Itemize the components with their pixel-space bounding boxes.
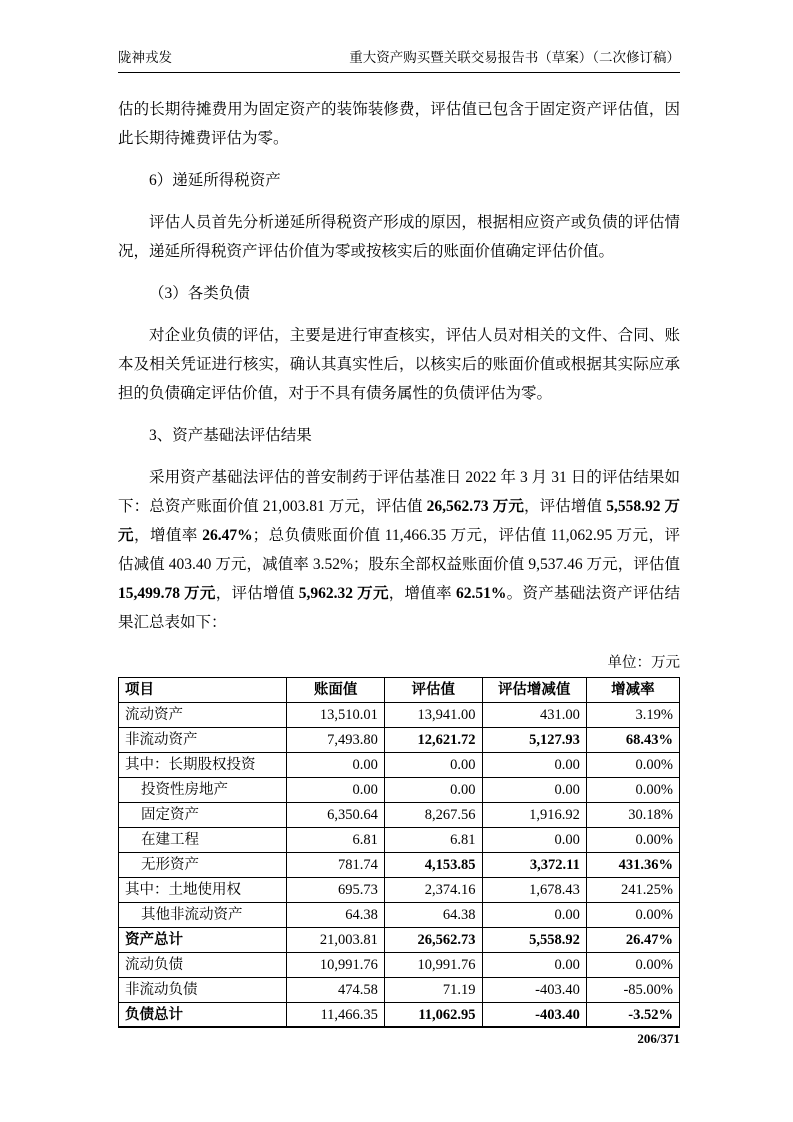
- text-segment: 5,962.32 万元: [298, 585, 389, 602]
- value-cell: 64.38: [287, 903, 385, 928]
- text-segment: 。资产基础法资产评估结果汇总表如下：: [118, 585, 680, 631]
- item-cell: 非流动负债: [119, 978, 287, 1003]
- value-cell: 431.36%: [586, 853, 679, 878]
- value-cell: 10,991.76: [384, 953, 482, 978]
- value-cell: 4,153.85: [384, 853, 482, 878]
- paragraph-liabilities: 对企业负债的评估，主要是进行审查核实，评估人员对相关的文件、合同、账本及相关凭证进行核实，确认其真实性后，以核实后的账面价值或根据其实际应承担的负债确定评估价值，对于不具有债务属性的负债评估为零。: [118, 327, 680, 402]
- value-cell: 1,916.92: [482, 803, 586, 828]
- value-cell: 5,558.92: [482, 928, 586, 953]
- text-segment: 5,558.92 万元: [118, 498, 680, 544]
- value-cell: 12,621.72: [384, 728, 482, 753]
- table-row: [119, 778, 680, 803]
- item-cell: 负债总计: [119, 1003, 287, 1028]
- value-cell: 0.00: [287, 778, 385, 803]
- value-cell: 0.00%: [586, 903, 679, 928]
- value-cell: 0.00%: [586, 953, 679, 978]
- value-cell: 241.25%: [586, 878, 679, 903]
- value-cell: 26.47%: [586, 928, 679, 953]
- header-company-name: 陇神戎发: [118, 50, 172, 65]
- value-cell: -403.40: [482, 978, 586, 1003]
- value-cell: -403.40: [482, 1003, 586, 1028]
- table-row: [119, 928, 680, 953]
- table-row: [119, 878, 680, 903]
- table-row: [119, 728, 680, 753]
- value-cell: 0.00: [384, 753, 482, 778]
- header-cell-appraised-value: 评估值: [384, 678, 482, 703]
- value-cell: 0.00%: [586, 828, 679, 853]
- value-cell: -3.52%: [586, 1003, 679, 1028]
- value-cell: 71.19: [384, 978, 482, 1003]
- header-document-title: 重大资产购买暨关联交易报告书（草案）（二次修订稿）: [349, 50, 680, 65]
- table-unit-label: 单位：万元: [607, 655, 680, 671]
- value-cell: 5,127.93: [482, 728, 586, 753]
- item-cell: 其中：土地使用权: [119, 878, 287, 903]
- valuation-summary-table: [118, 677, 680, 1028]
- text-segment: 采用资产基础法评估的普安制药于评估基准日 2022 年 3 月 31 日的评估结果如下：总资产账面价值 21,003.81 万元，评估值: [118, 469, 680, 515]
- item-cell: 非流动资产: [119, 728, 287, 753]
- table-row: [119, 953, 680, 978]
- text-segment: 26,562.73 万元: [426, 498, 524, 515]
- value-cell: 8,267.56: [384, 803, 482, 828]
- value-cell: 68.43%: [586, 728, 679, 753]
- heading-deferred-tax-assets: 6）递延所得税资产: [149, 172, 281, 189]
- value-cell: 10,991.76: [287, 953, 385, 978]
- value-cell: 6,350.64: [287, 803, 385, 828]
- item-cell: 在建工程: [119, 828, 287, 853]
- text-segment: ；总负债账面价值 11,466.35 万元，评估值 11,062.95 万元，评估减值 403.40 万元，减值率 3.52%；股东全部权益账面价值 9,537.46 万元，评估值: [118, 527, 680, 573]
- paragraph-valuation-result: [118, 463, 680, 637]
- page-number: 206/371: [637, 1031, 680, 1046]
- item-cell: 其他非流动资产: [119, 903, 287, 928]
- value-cell: 781.74: [287, 853, 385, 878]
- text-segment: ，增值率: [388, 585, 457, 602]
- value-cell: 6.81: [384, 828, 482, 853]
- value-cell: 0.00%: [586, 778, 679, 803]
- table-header-row: [119, 678, 680, 703]
- table-body: [119, 703, 680, 1028]
- heading-liabilities: （3）各类负债: [149, 285, 250, 302]
- text-segment: ，增值率: [133, 527, 203, 544]
- value-cell: 0.00: [482, 828, 586, 853]
- paragraph-deferred-tax: 评估人员首先分析递延所得税资产形成的原因，根据相应资产或负债的评估情况，递延所得税资产评估价值为零或按核实后的账面价值确定评估价值。: [118, 214, 680, 260]
- value-cell: 6.81: [287, 828, 385, 853]
- value-cell: 7,493.80: [287, 728, 385, 753]
- value-cell: 0.00: [384, 778, 482, 803]
- header-cell-change-amount: 评估增减值: [482, 678, 586, 703]
- table-row: [119, 753, 680, 778]
- value-cell: 0.00%: [586, 753, 679, 778]
- header-cell-book-value: 账面值: [287, 678, 385, 703]
- value-cell: 0.00: [287, 753, 385, 778]
- text-segment: 15,499.78 万元: [118, 585, 216, 602]
- value-cell: 30.18%: [586, 803, 679, 828]
- table-row: [119, 853, 680, 878]
- header-cell-change-rate: 增减率: [586, 678, 679, 703]
- value-cell: 64.38: [384, 903, 482, 928]
- value-cell: 21,003.81: [287, 928, 385, 953]
- table-row: [119, 903, 680, 928]
- item-cell: 无形资产: [119, 853, 287, 878]
- item-cell: 固定资产: [119, 803, 287, 828]
- item-cell: 投资性房地产: [119, 778, 287, 803]
- value-cell: 0.00: [482, 753, 586, 778]
- page-header: [118, 46, 680, 73]
- value-cell: 431.00: [482, 703, 586, 728]
- value-cell: 2,374.16: [384, 878, 482, 903]
- value-cell: 26,562.73: [384, 928, 482, 953]
- item-cell: 资产总计: [119, 928, 287, 953]
- value-cell: -85.00%: [586, 978, 679, 1003]
- text-segment: 26.47%: [202, 527, 253, 544]
- value-cell: 11,062.95: [384, 1003, 482, 1028]
- text-segment: 62.51%: [456, 585, 507, 602]
- table-row: [119, 1003, 680, 1028]
- value-cell: 695.73: [287, 878, 385, 903]
- heading-asset-based-result: 3、资产基础法评估结果: [149, 427, 312, 444]
- value-cell: 3,372.11: [482, 853, 586, 878]
- value-cell: 0.00: [482, 953, 586, 978]
- item-cell: 其中：长期股权投资: [119, 753, 287, 778]
- item-cell: 流动负债: [119, 953, 287, 978]
- table-row: [119, 978, 680, 1003]
- header-cell-item: 项目: [119, 678, 287, 703]
- value-cell: 13,510.01: [287, 703, 385, 728]
- paragraph-continuation: 估的长期待摊费用为固定资产的装饰装修费，评估值已包含于固定资产评估值，因此长期待摊费评估为零。: [118, 101, 680, 147]
- value-cell: 0.00: [482, 903, 586, 928]
- page-footer: [118, 1026, 680, 1047]
- value-cell: 3.19%: [586, 703, 679, 728]
- text-segment: ，评估增值: [215, 585, 299, 602]
- value-cell: 1,678.43: [482, 878, 586, 903]
- value-cell: 474.58: [287, 978, 385, 1003]
- text-segment: ，评估增值: [523, 498, 607, 515]
- item-cell: 流动资产: [119, 703, 287, 728]
- value-cell: 11,466.35: [287, 1003, 385, 1028]
- value-cell: 0.00: [482, 778, 586, 803]
- document-body: [118, 95, 680, 1028]
- table-row: [119, 803, 680, 828]
- table-row: [119, 703, 680, 728]
- value-cell: 13,941.00: [384, 703, 482, 728]
- table-row: [119, 828, 680, 853]
